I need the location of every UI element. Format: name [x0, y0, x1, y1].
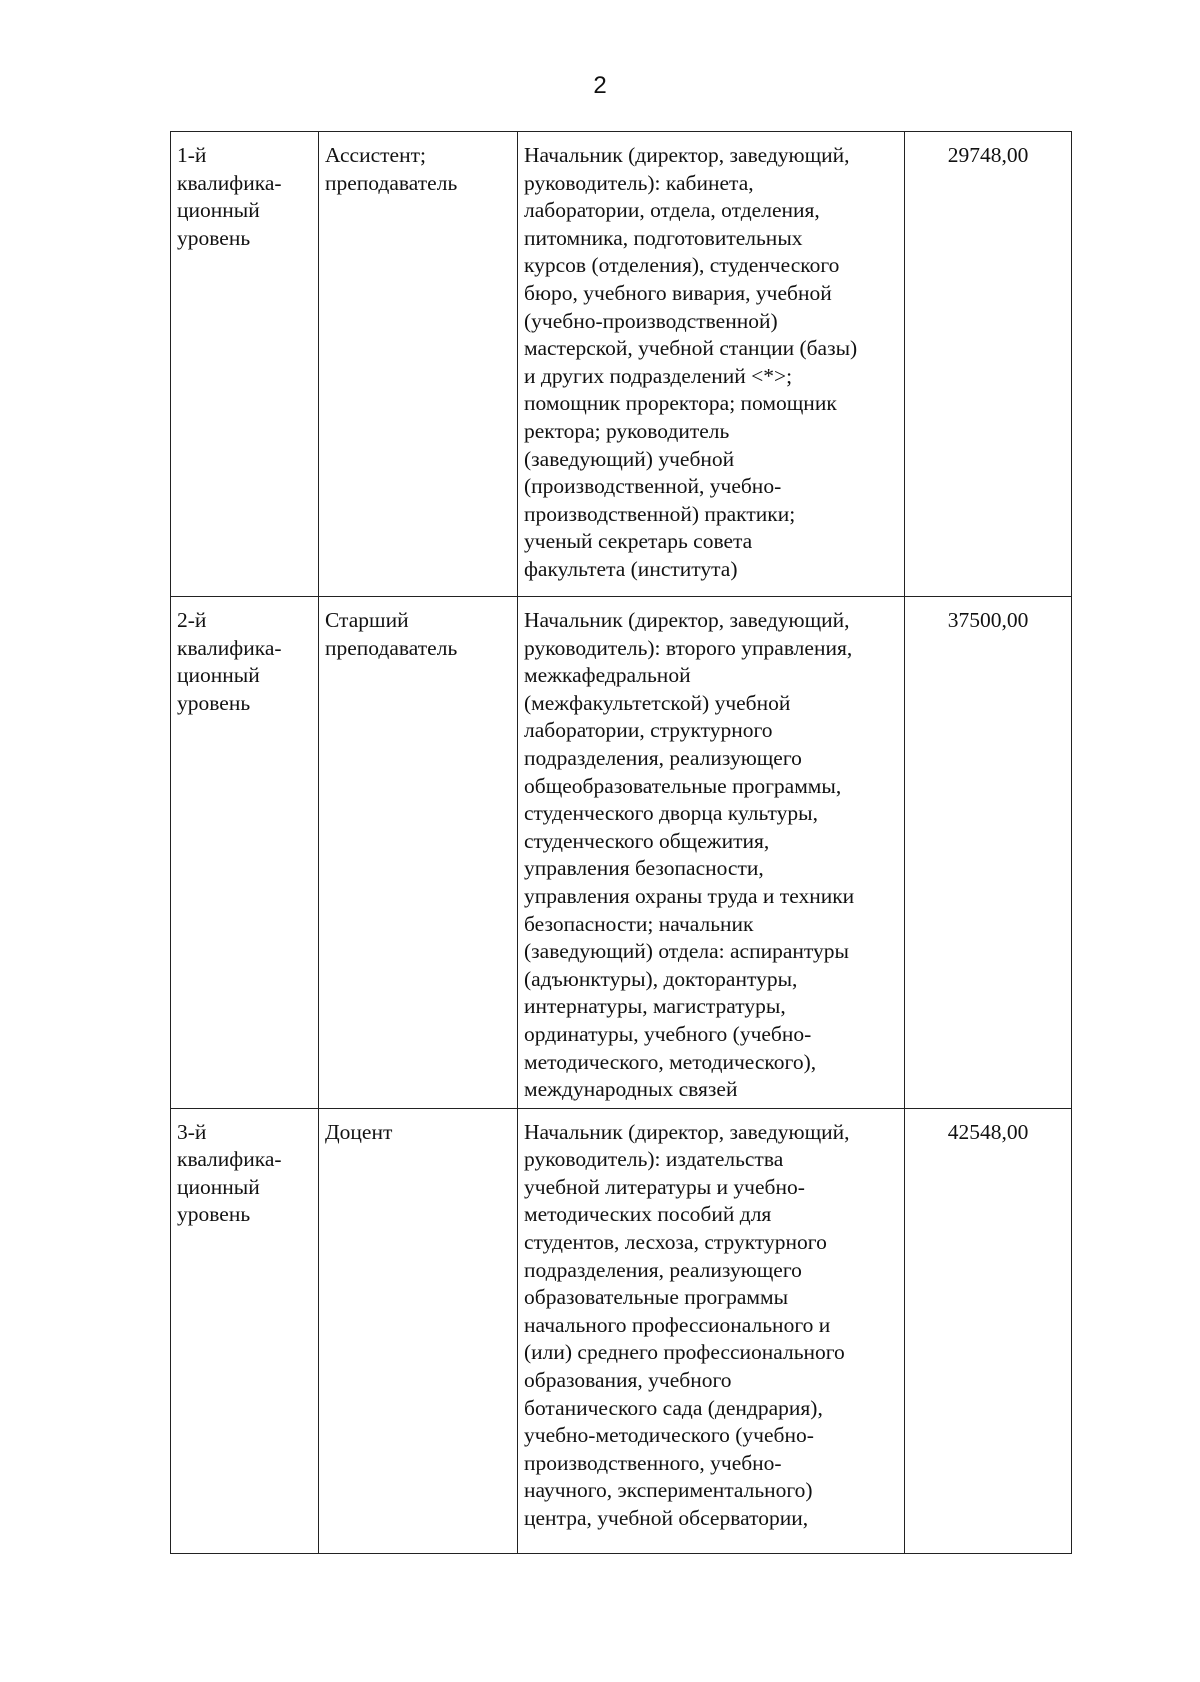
- qualification-level-cell-line: квалифика-: [177, 635, 282, 660]
- table-row: [171, 597, 1072, 1109]
- qualification-level-cell-line: ционный: [177, 198, 260, 223]
- description-cell-line: управления безопасности,: [524, 856, 764, 881]
- description-cell-line: и других подразделений <*>;: [524, 363, 793, 388]
- description-cell-line: питомника, подготовительных: [524, 225, 803, 250]
- description-cell-line: образовательные программы: [524, 1285, 789, 1310]
- description-cell-line: Начальник (директор, заведующий,: [524, 608, 850, 632]
- description-cell-line: студенческого общежития,: [524, 828, 770, 853]
- table-row: [171, 1108, 1072, 1553]
- description-cell-line: факультета (института): [524, 556, 738, 581]
- description-cell-line: научного, экспериментального): [524, 1478, 813, 1503]
- qualification-level-cell: [171, 597, 319, 1109]
- salary-cell: 29748,00: [905, 132, 1072, 597]
- description-cell-line: интернатуры, магистратуры,: [524, 994, 786, 1019]
- position-cell-line: Доцент: [325, 1119, 393, 1144]
- description-cell-line: общеобразовательные программы,: [524, 773, 842, 798]
- position-cell-line: Старший: [325, 608, 409, 632]
- description-cell-line: начального профессионального и: [524, 1312, 831, 1337]
- description-cell: [518, 1108, 905, 1553]
- description-cell-line: (межфакультетской) учебной: [524, 690, 791, 715]
- description-cell: [518, 132, 905, 597]
- description-cell-line: курсов (отделения), студенческого: [524, 253, 840, 278]
- description-cell-line: руководитель): второго управления,: [524, 635, 853, 660]
- qualification-level-cell-line: 2-й: [177, 608, 207, 632]
- description-cell: [518, 597, 905, 1109]
- description-cell-line: (или) среднего профессионального: [524, 1340, 845, 1365]
- description-cell-line: Начальник (директор, заведующий,: [524, 1119, 850, 1144]
- description-cell-line: учебно-методического (учебно-: [524, 1423, 814, 1448]
- description-cell-line: (заведующий) учебной: [524, 446, 735, 471]
- qualification-level-cell: [171, 132, 319, 597]
- qualification-level-cell-line: квалифика-: [177, 170, 282, 195]
- description-cell-line: студентов, лесхоза, структурного: [524, 1230, 827, 1255]
- position-cell: [319, 1108, 518, 1553]
- position-cell-line: Ассистент;: [325, 143, 426, 167]
- description-cell-line: межкафедральной: [524, 663, 691, 688]
- qualification-level-cell-line: уровень: [177, 690, 251, 715]
- position-cell: [319, 132, 518, 597]
- description-cell-line: безопасности; начальник: [524, 911, 754, 936]
- description-cell-line: помощник проректора; помощник: [524, 391, 837, 416]
- qualification-level-cell: [171, 1108, 319, 1553]
- description-cell-line: методического, методического),: [524, 1049, 817, 1074]
- description-cell-line: методических пособий для: [524, 1202, 772, 1227]
- description-cell-line: руководитель): кабинета,: [524, 170, 754, 195]
- qualification-table: [170, 131, 1072, 1554]
- description-cell-line: производственной) практики;: [524, 501, 796, 526]
- description-cell-line: (заведующий) отдела: аспирантуры: [524, 939, 849, 964]
- description-cell-line: мастерской, учебной станции (базы): [524, 336, 858, 361]
- description-cell-line: руководитель): издательства: [524, 1147, 784, 1172]
- description-cell-line: ректора; руководитель: [524, 418, 730, 443]
- qualification-level-cell-line: квалифика-: [177, 1147, 282, 1172]
- table-body: [171, 132, 1072, 1554]
- description-cell-line: производственного, учебно-: [524, 1450, 782, 1475]
- description-cell-line: управления охраны труда и техники: [524, 883, 855, 908]
- description-cell-line: Начальник (директор, заведующий,: [524, 143, 850, 167]
- salary-cell: 37500,00: [905, 597, 1072, 1109]
- qualification-level-cell-line: уровень: [177, 1202, 251, 1227]
- description-cell-line: лаборатории, структурного: [524, 718, 773, 743]
- description-cell-line: (адъюнктуры), докторантуры,: [524, 966, 798, 991]
- position-cell-line: преподаватель: [325, 635, 458, 660]
- description-cell-line: учебной литературы и учебно-: [524, 1174, 805, 1199]
- description-cell-line: бюро, учебного вивария, учебной: [524, 280, 832, 305]
- qualification-level-cell-line: уровень: [177, 225, 251, 250]
- qualification-level-cell-line: ционный: [177, 1174, 260, 1199]
- description-cell-line: международных связей: [524, 1077, 738, 1102]
- description-cell-line: лаборатории, отдела, отделения,: [524, 198, 820, 223]
- description-cell-line: (производственной, учебно-: [524, 474, 782, 499]
- salary-cell: 42548,00: [905, 1108, 1072, 1553]
- description-cell-line: ботанического сада (дендрария),: [524, 1395, 823, 1420]
- description-cell-line: ординатуры, учебного (учебно-: [524, 1021, 812, 1046]
- position-cell: [319, 597, 518, 1109]
- description-cell-line: студенческого дворца культуры,: [524, 801, 818, 826]
- position-cell-line: преподаватель: [325, 170, 458, 195]
- description-cell-line: образования, учебного: [524, 1368, 732, 1393]
- page-number: 2: [593, 72, 607, 99]
- description-cell-line: подразделения, реализующего: [524, 745, 802, 770]
- description-cell-line: центра, учебной обсерватории,: [524, 1506, 809, 1530]
- qualification-level-cell-line: 1-й: [177, 143, 207, 167]
- qualification-level-cell-line: 3-й: [177, 1119, 207, 1144]
- table-row: [171, 132, 1072, 597]
- description-cell-line: подразделения, реализующего: [524, 1257, 802, 1282]
- description-cell-line: (учебно-производственной): [524, 308, 778, 333]
- qualification-level-cell-line: ционный: [177, 663, 260, 688]
- description-cell-line: ученый секретарь совета: [524, 529, 753, 554]
